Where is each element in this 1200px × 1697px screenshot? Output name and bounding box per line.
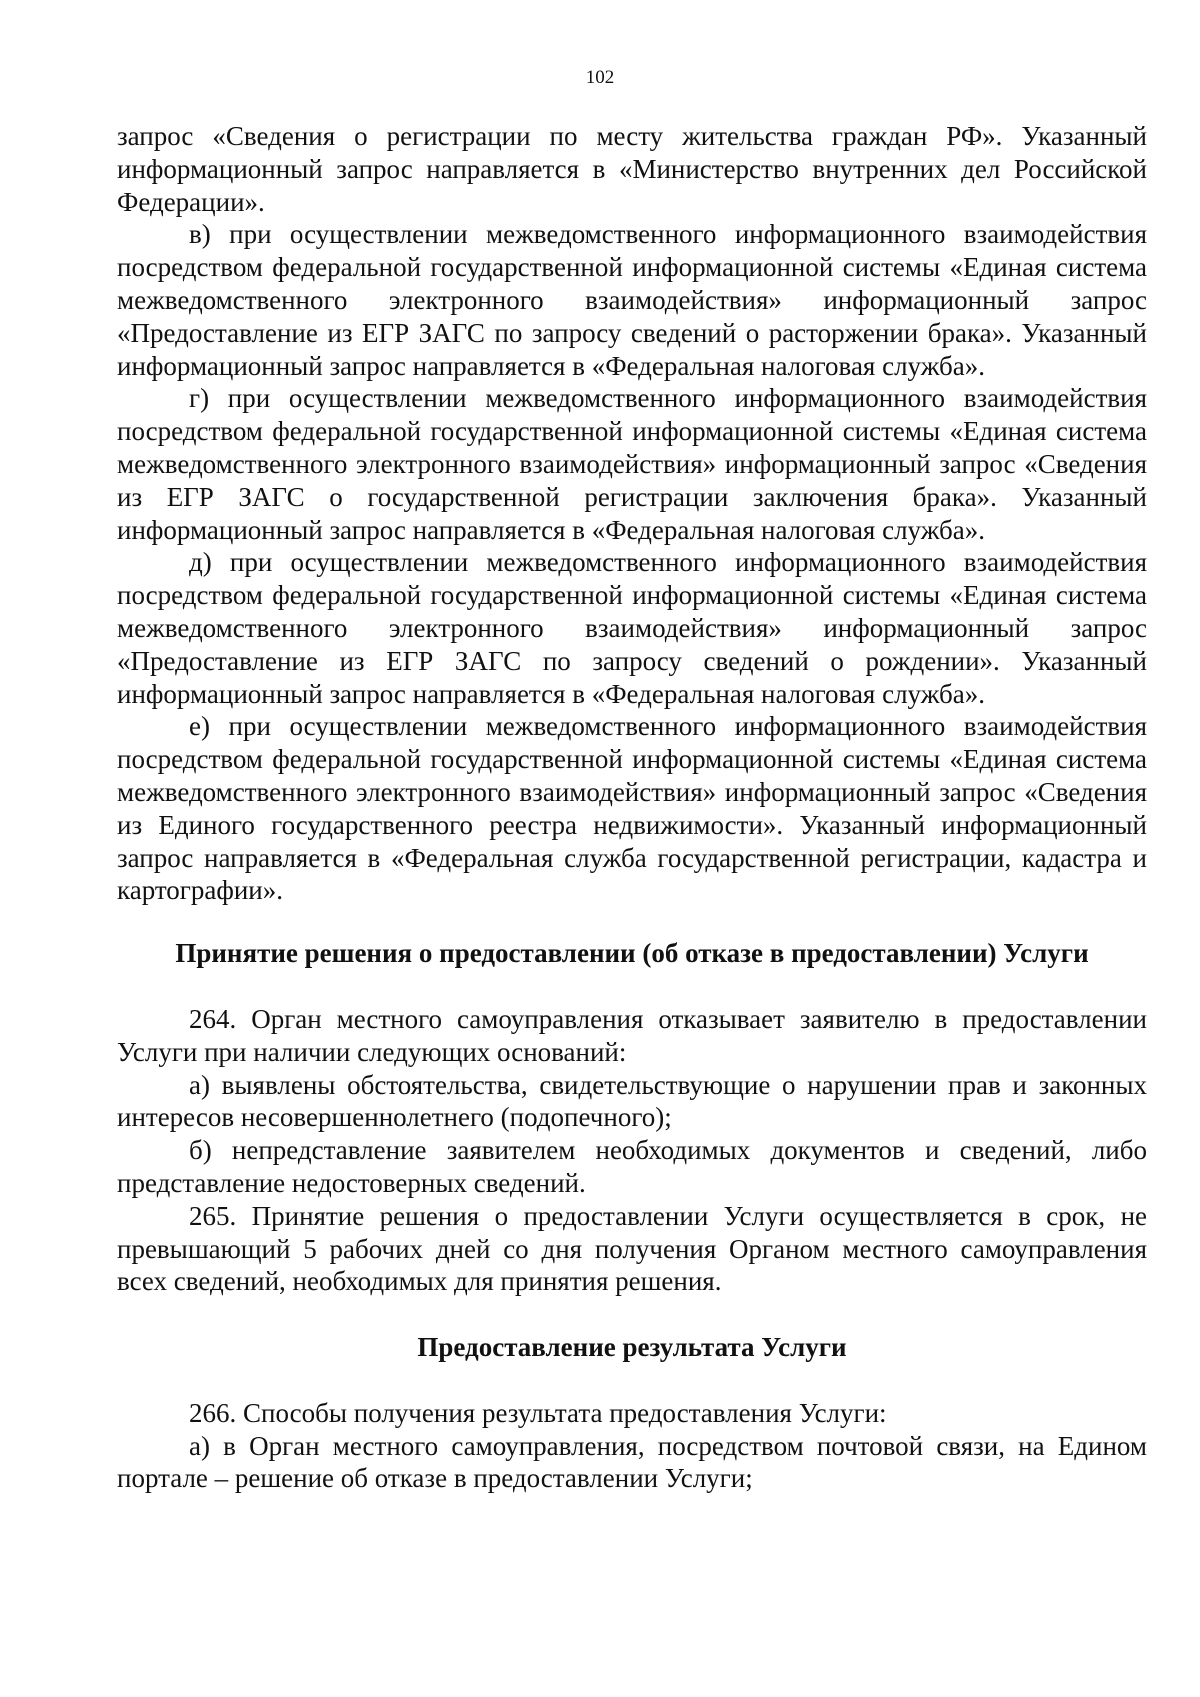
paragraph-264-a: а) выявлены обстоятельства, свидетельствующие о нарушении прав и законных интересов несовершеннолетнего (подопечного); <box>117 1069 1147 1133</box>
paragraph-264: 264. Орган местного самоуправления отказывает заявителю в предоставлении Услуги при наличии следующих оснований: <box>117 1003 1147 1067</box>
paragraph-item-e: е) при осуществлении межведомственного информационного взаимодействия посредством федеральной государственной информационной системы «Единая система межведомственного электронного взаимодействия» информационный запрос «Сведения из Единого государственного реестра недвижимости». Указанный информационный запрос направляется в «Федеральная служба государственной регистрации, кадастра и картографии». <box>117 711 1147 906</box>
paragraph-266: 266. Способы получения результата предоставления Услуги: <box>189 1397 887 1428</box>
paragraph-continuation: запрос «Сведения о регистрации по месту жительства граждан РФ». Указанный информационный запрос направляется в «Министерство внутренних дел Российской Федерации». <box>117 121 1147 217</box>
paragraph-item-v: в) при осуществлении межведомственного информационного взаимодействия посредством федеральной государственной информационной системы «Единая система межведомственного электронного взаимодействия» информационный запрос «Предоставление из ЕГР ЗАГС по запросу сведений о расторжении брака». Указанный информационный запрос направляется в «Федеральная налоговая служба». <box>117 219 1147 381</box>
paragraph-item-g: г) при осуществлении межведомственного информационного взаимодействия посредством федеральной государственной информационной системы «Единая система межведомственного электронного взаимодействия» информационный запрос «Сведения из ЕГР ЗАГС о государственной регистрации заключения брака». Указанный информационный запрос направляется в «Федеральная налоговая служба». <box>117 383 1147 545</box>
document-body <box>117 120 1147 1495</box>
paragraph-266-a: а) в Орган местного самоуправления, посредством почтовой связи, на Едином портале – решение об отказе в предоставлении Услуги; <box>117 1430 1147 1494</box>
section-heading-result: Предоставление результата Услуги <box>417 1332 847 1363</box>
paragraph-item-d: д) при осуществлении межведомственного информационного взаимодействия посредством федеральной государственной информационной системы «Единая система межведомственного электронного взаимодействия» информационный запрос «Предоставление из ЕГР ЗАГС по запросу сведений о рождении». Указанный информационный запрос направляется в «Федеральная налоговая служба». <box>117 547 1147 709</box>
page-number: 102 <box>585 67 615 88</box>
section-heading-decision: Принятие решения о предоставлении (об отказе в предоставлении) Услуги <box>175 938 1089 969</box>
paragraph-264-b: б) непредставление заявителем необходимых документов и сведений, либо представление недостоверных сведений. <box>117 1135 1147 1198</box>
paragraph-265: 265. Принятие решения о предоставлении Услуги осуществляется в срок, не превышающий 5 рабочих дней со дня получения Органом местного самоуправления всех сведений, необходимых для принятия решения. <box>117 1200 1147 1297</box>
